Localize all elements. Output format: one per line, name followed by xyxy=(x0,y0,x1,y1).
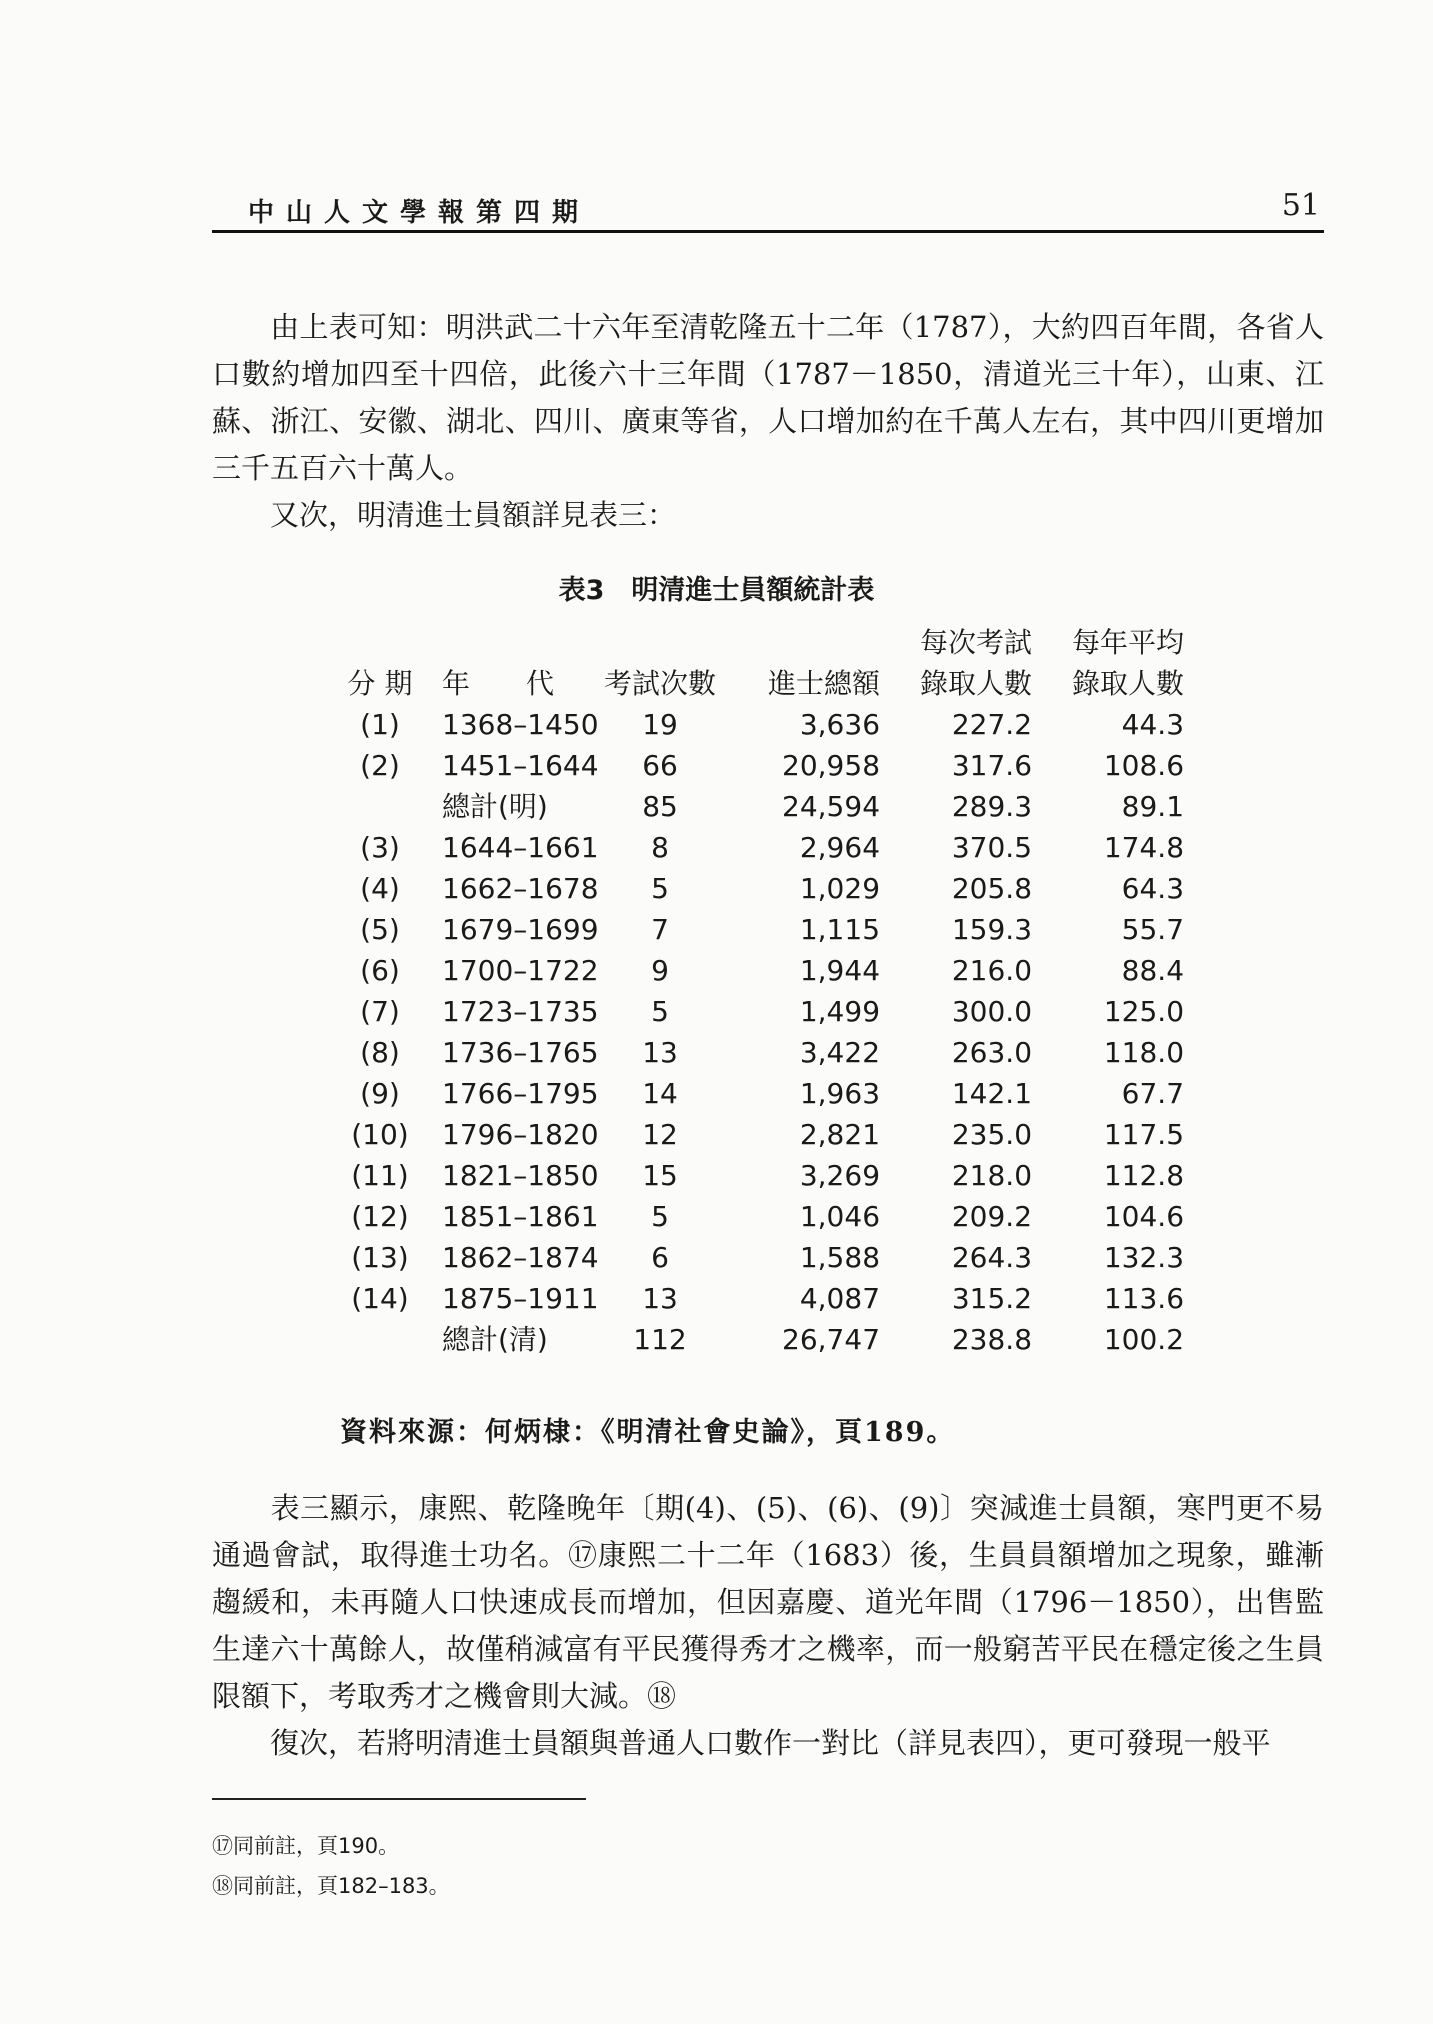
paragraph-3 xyxy=(212,1485,1324,1720)
cell-exam-count: 9 xyxy=(651,954,669,987)
header-per-exam: 錄取人數 xyxy=(920,667,1033,700)
cell-exam-count: 15 xyxy=(642,1159,678,1192)
header-exam-count: 考試次數 xyxy=(604,667,717,700)
cell-period: (1) xyxy=(360,708,400,741)
table-row xyxy=(318,868,1184,909)
table-body xyxy=(318,704,1184,1360)
cell-years: 1875–1911 xyxy=(442,1282,599,1315)
cell-jinshi-total: 26,747 xyxy=(782,1323,881,1356)
cell-per-year: 174.8 xyxy=(1103,831,1185,864)
cell-exam-count: 6 xyxy=(651,1241,669,1274)
cell-per-exam: 216.0 xyxy=(951,954,1033,987)
cell-per-year: 108.6 xyxy=(1103,749,1185,782)
cell-jinshi-total: 2,821 xyxy=(799,1118,881,1151)
cell-years: 總計(明) xyxy=(442,790,548,823)
cell-per-year: 132.3 xyxy=(1103,1241,1185,1274)
table-row xyxy=(318,704,1184,745)
cell-period: (3) xyxy=(360,831,400,864)
cell-period xyxy=(318,786,442,827)
paragraph-3-text: 表三顯示，康熙、乾隆晚年〔期(4)、(5)、(6)、(9)〕突減進士員額，寒門更不易通過會試，取得進士功名。⑰康熙二十二年（1683）後，生員員額增加之現象，雖漸趨緩和，未再隨人口快速成長而增加，但因嘉慶、道光年間（1796－1850），出售監生達六十萬餘人，故僅稍減富有平民獲得秀才之機率，而一般窮苦平民在穩定後之生員限額下，考取秀才之機會則大減。⑱ xyxy=(212,1491,1324,1713)
cell-per-exam: 238.8 xyxy=(951,1323,1033,1356)
cell-per-exam: 315.2 xyxy=(951,1282,1033,1315)
cell-jinshi-total: 3,636 xyxy=(799,708,881,741)
cell-period: (13) xyxy=(351,1241,409,1274)
cell-years: 1451–1644 xyxy=(442,749,599,782)
paragraph-1-text: 由上表可知：明洪武二十六年至清乾隆五十二年（1787），大約四百年間，各省人口數約增加四至十四倍，此後六十三年間（1787－1850，清道光三十年），山東、江蘇、浙江、安徽、湖北、四川、廣東等省，人口增加約在千萬人左右，其中四川更增加三千五百六十萬人。 xyxy=(212,310,1324,485)
cell-exam-count: 5 xyxy=(651,1200,669,1233)
table-row xyxy=(318,1319,1184,1360)
header-top-per-year: 每年平均 xyxy=(1072,626,1185,659)
cell-exam-count: 12 xyxy=(642,1118,678,1151)
table-row xyxy=(318,1278,1184,1319)
header-jinshi-total: 進士總額 xyxy=(768,667,881,700)
table-row xyxy=(318,1196,1184,1237)
cell-period: (6) xyxy=(360,954,400,987)
header-top-per-exam: 每次考試 xyxy=(920,626,1033,659)
cell-years: 1644–1661 xyxy=(442,831,599,864)
paragraph-4-text: 復次，若將明清進士員額與普通人口數作一對比（詳見表四），更可發現一般平 xyxy=(270,1726,1271,1760)
header-rule xyxy=(212,230,1324,233)
cell-years: 1700–1722 xyxy=(442,954,599,987)
cell-per-exam: 227.2 xyxy=(951,708,1033,741)
cell-jinshi-total: 2,964 xyxy=(799,831,881,864)
table-header-top-row xyxy=(318,622,1184,663)
paragraph-2 xyxy=(212,492,1324,539)
cell-period: (5) xyxy=(360,913,400,946)
cell-jinshi-total: 1,588 xyxy=(799,1241,881,1274)
header-period: 分 期 xyxy=(347,667,413,700)
cell-per-exam: 159.3 xyxy=(951,913,1033,946)
table-row xyxy=(318,1032,1184,1073)
cell-years: 1851–1861 xyxy=(442,1200,599,1233)
cell-exam-count: 112 xyxy=(633,1323,687,1356)
cell-per-year: 64.3 xyxy=(1121,872,1185,905)
cell-years: 1766–1795 xyxy=(442,1077,599,1110)
cell-jinshi-total: 4,087 xyxy=(799,1282,881,1315)
cell-period: (14) xyxy=(351,1282,409,1315)
cell-exam-count: 14 xyxy=(642,1077,678,1110)
cell-period: (12) xyxy=(351,1200,409,1233)
cell-per-year: 113.6 xyxy=(1103,1282,1185,1315)
cell-jinshi-total: 1,029 xyxy=(799,872,881,905)
cell-years: 1723–1735 xyxy=(442,995,599,1028)
table-header-row xyxy=(318,663,1184,704)
cell-per-exam: 289.3 xyxy=(951,790,1033,823)
cell-per-year: 100.2 xyxy=(1103,1323,1185,1356)
data-table xyxy=(318,622,1184,1360)
header-years: 年 代 xyxy=(442,667,555,700)
cell-years: 總計(清) xyxy=(442,1323,548,1356)
cell-exam-count: 66 xyxy=(642,749,678,782)
cell-per-year: 117.5 xyxy=(1103,1118,1185,1151)
table-source: 資料來源：何炳棣：《明清社會史論》，頁189。 xyxy=(340,1417,956,1448)
cell-jinshi-total: 1,963 xyxy=(799,1077,881,1110)
table-row xyxy=(318,745,1184,786)
cell-per-year: 125.0 xyxy=(1103,995,1185,1028)
footnote-rule xyxy=(212,1798,586,1800)
cell-jinshi-total: 20,958 xyxy=(782,749,881,782)
table-row xyxy=(318,1114,1184,1155)
cell-per-exam: 205.8 xyxy=(951,872,1033,905)
cell-jinshi-total: 1,115 xyxy=(799,913,881,946)
cell-years: 1796–1820 xyxy=(442,1118,599,1151)
cell-period xyxy=(318,1319,442,1360)
cell-per-exam: 264.3 xyxy=(951,1241,1033,1274)
cell-exam-count: 13 xyxy=(642,1282,678,1315)
cell-years: 1679–1699 xyxy=(442,913,599,946)
cell-per-year: 55.7 xyxy=(1121,913,1185,946)
cell-jinshi-total: 24,594 xyxy=(782,790,881,823)
paragraph-2-text: 又次，明清進士員額詳見表三： xyxy=(270,498,677,532)
cell-jinshi-total: 3,422 xyxy=(799,1036,881,1069)
cell-exam-count: 13 xyxy=(642,1036,678,1069)
page-number: 51 xyxy=(1281,188,1320,223)
cell-jinshi-total: 1,046 xyxy=(799,1200,881,1233)
cell-period: (8) xyxy=(360,1036,400,1069)
cell-per-year: 118.0 xyxy=(1103,1036,1185,1069)
cell-per-exam: 370.5 xyxy=(951,831,1033,864)
cell-years: 1862–1874 xyxy=(442,1241,599,1274)
paragraph-1 xyxy=(212,304,1324,492)
cell-per-exam: 263.0 xyxy=(951,1036,1033,1069)
table-row xyxy=(318,950,1184,991)
cell-period: (10) xyxy=(351,1118,409,1151)
cell-per-exam: 209.2 xyxy=(951,1200,1033,1233)
cell-period: (4) xyxy=(360,872,400,905)
cell-exam-count: 19 xyxy=(642,708,678,741)
cell-period: (9) xyxy=(360,1077,400,1110)
header-per-year: 錄取人數 xyxy=(1072,667,1185,700)
cell-per-exam: 218.0 xyxy=(951,1159,1033,1192)
cell-per-year: 88.4 xyxy=(1121,954,1185,987)
cell-jinshi-total: 1,499 xyxy=(799,995,881,1028)
table-row xyxy=(318,827,1184,868)
cell-per-year: 89.1 xyxy=(1121,790,1185,823)
cell-period: (2) xyxy=(360,749,400,782)
cell-per-year: 112.8 xyxy=(1103,1159,1185,1192)
cell-exam-count: 5 xyxy=(651,995,669,1028)
footnote-18: ⑱同前註，頁182–183。 xyxy=(212,1874,450,1898)
cell-per-exam: 142.1 xyxy=(951,1077,1033,1110)
table-row xyxy=(318,991,1184,1032)
cell-period: (11) xyxy=(351,1159,409,1192)
cell-exam-count: 5 xyxy=(651,872,669,905)
table-row xyxy=(318,1237,1184,1278)
journal-title: 中山人文學報第四期 xyxy=(248,198,591,228)
paragraph-4 xyxy=(212,1720,1324,1767)
table-row xyxy=(318,909,1184,950)
cell-jinshi-total: 1,944 xyxy=(799,954,881,987)
table-row xyxy=(318,786,1184,827)
cell-per-year: 104.6 xyxy=(1103,1200,1185,1233)
cell-years: 1821–1850 xyxy=(442,1159,599,1192)
cell-exam-count: 8 xyxy=(651,831,669,864)
cell-per-year: 44.3 xyxy=(1121,708,1185,741)
table-row xyxy=(318,1155,1184,1196)
table-caption: 表3 明清進士員額統計表 xyxy=(558,575,875,606)
footnote-17: ⑰同前註，頁190。 xyxy=(212,1834,400,1858)
table-row xyxy=(318,1073,1184,1114)
cell-per-year: 67.7 xyxy=(1121,1077,1185,1110)
cell-jinshi-total: 3,269 xyxy=(799,1159,881,1192)
cell-period: (7) xyxy=(360,995,400,1028)
cell-per-exam: 317.6 xyxy=(951,749,1033,782)
cell-per-exam: 235.0 xyxy=(951,1118,1033,1151)
cell-exam-count: 85 xyxy=(642,790,678,823)
cell-per-exam: 300.0 xyxy=(951,995,1033,1028)
cell-exam-count: 7 xyxy=(651,913,669,946)
cell-years: 1662–1678 xyxy=(442,872,599,905)
cell-years: 1736–1765 xyxy=(442,1036,599,1069)
cell-years: 1368–1450 xyxy=(442,708,599,741)
running-header xyxy=(212,188,1324,232)
